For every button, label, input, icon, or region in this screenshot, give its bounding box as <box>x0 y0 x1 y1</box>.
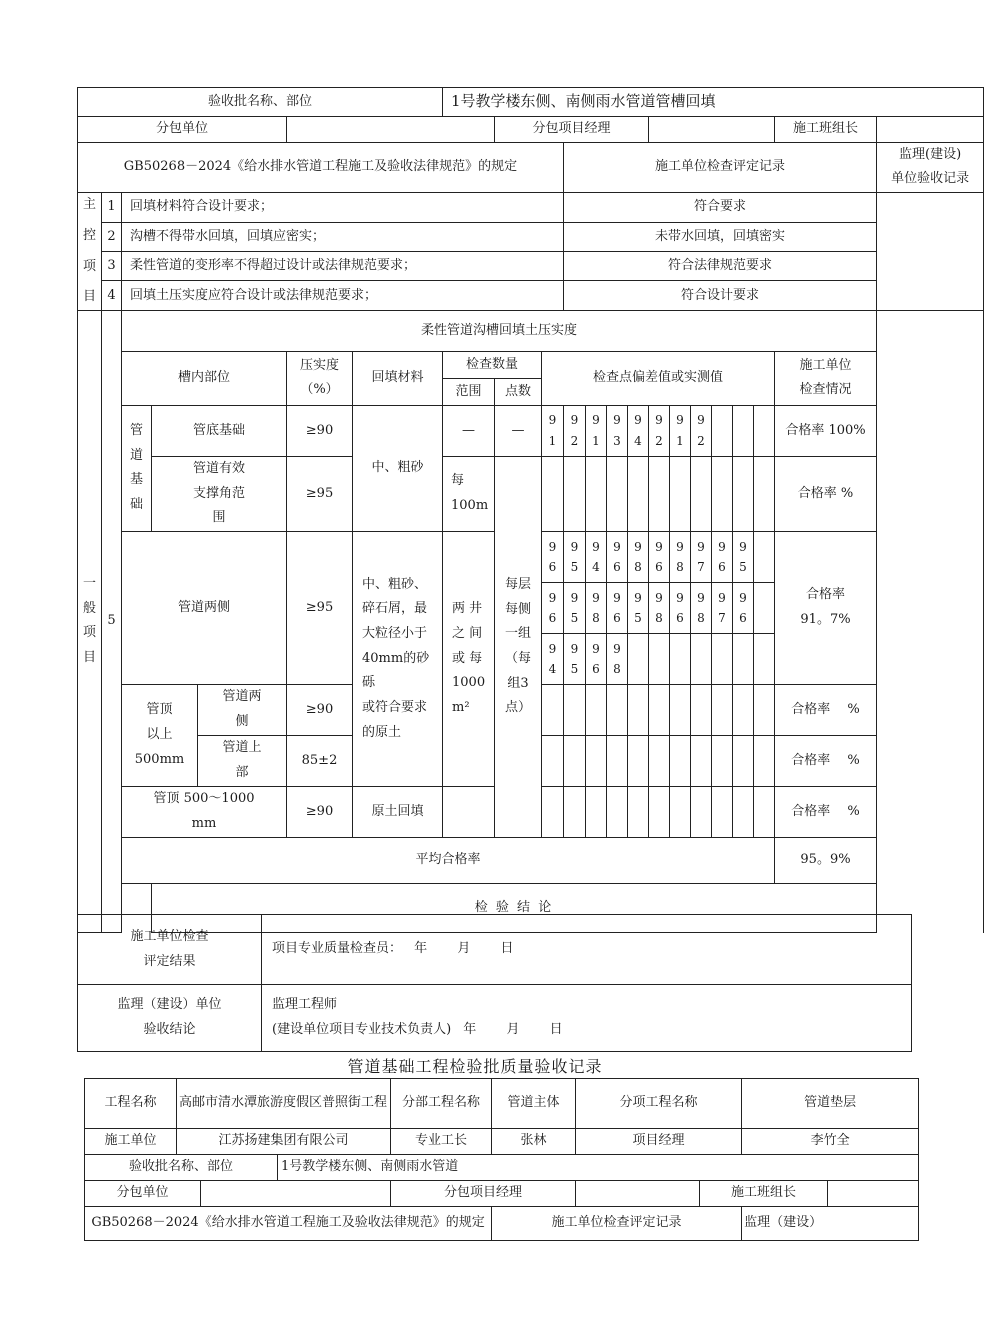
measured-empty <box>754 684 775 735</box>
measured-value: 9 6 <box>586 633 607 684</box>
measured-value: 9 6 <box>733 582 754 633</box>
measured-value: 9 3 <box>607 405 628 456</box>
measured-value: 9 4 <box>542 633 564 684</box>
measured-value: 9 7 <box>691 531 712 582</box>
main-item-no: 1 <box>102 193 122 222</box>
support-range: 每 100m <box>443 456 495 531</box>
main-item-no: 2 <box>102 222 122 251</box>
sub-unit-value <box>287 116 495 142</box>
measured-empty <box>691 684 712 735</box>
batch-label: 验收批名称、部位 <box>85 1155 278 1181</box>
spec-label: GB50268－2024《给水排水管道工程施工及验收法律规范》的规定 <box>85 1207 492 1241</box>
measured-empty <box>754 405 775 456</box>
bottom-base-range: — <box>443 405 495 456</box>
measured-empty <box>712 735 733 786</box>
spec-label: GB50268－2024《给水排水管道工程施工及验收法律规范》的规定 <box>78 142 564 192</box>
header-range: 范围 <box>443 378 495 405</box>
main-item-text: 柔性管道的变形率不得超过设计或法律规范要求； <box>122 252 564 281</box>
sides-material: 中、粗砂、 碎石屑，最 大粒径小于 40mm的砂砾 或符合要求 的原土 <box>353 531 443 786</box>
bottom-base-points: — <box>495 405 542 456</box>
bottom-base-name: 管底基础 <box>152 405 287 456</box>
sub-unit-label: 分包单位 <box>85 1181 201 1207</box>
batch-label: 验收批名称、部位 <box>78 88 443 117</box>
measured-empty <box>649 633 670 684</box>
sub-unit-label: 分包单位 <box>78 116 287 142</box>
measured-empty <box>733 786 754 837</box>
pm-label: 项目经理 <box>576 1129 742 1155</box>
compaction-title: 柔性管道沟槽回填土压实度 <box>122 310 877 351</box>
contractor-label: 施工单位 <box>85 1129 177 1155</box>
conclusion-label: 检 验 结 论 <box>152 883 877 932</box>
header-material: 回填材料 <box>353 351 443 405</box>
main-item-result: 符合要求 <box>564 193 877 222</box>
measured-empty <box>564 456 586 531</box>
main-item-result: 符合法律规范要求 <box>564 252 877 281</box>
measured-value: 9 5 <box>564 582 586 633</box>
measured-value: 9 8 <box>649 582 670 633</box>
supervisor-main-record <box>877 193 984 311</box>
sub-pm-value <box>649 116 775 142</box>
measured-value: 9 6 <box>542 531 564 582</box>
supervisor-label: 监理（建设） <box>742 1207 919 1241</box>
sub-pm-value <box>576 1181 700 1207</box>
measured-empty <box>586 735 607 786</box>
measured-empty <box>670 633 691 684</box>
header-compaction: 压实度 （%） <box>287 351 353 405</box>
top1000-status: 合格率 % <box>775 786 877 837</box>
measured-empty <box>712 684 733 735</box>
subitem-value: 管道垫层 <box>742 1079 919 1129</box>
support-status: 合格率 % <box>775 456 877 531</box>
measured-empty <box>670 684 691 735</box>
top1000-name: 管顶 500～1000 mm <box>122 786 287 837</box>
measured-empty <box>733 633 754 684</box>
measured-empty <box>712 786 733 837</box>
foreman-value: 张林 <box>492 1129 576 1155</box>
top500-sides-name: 管道两 侧 <box>198 684 287 735</box>
measured-value: 9 5 <box>628 582 649 633</box>
measured-empty <box>670 456 691 531</box>
measured-value: 9 2 <box>564 405 586 456</box>
measured-empty <box>670 786 691 837</box>
measured-empty <box>607 786 628 837</box>
measured-empty <box>649 684 670 735</box>
pipe-base-inspection-table <box>84 1078 919 1241</box>
supervisor-conclusion-label: 监理（建设）单位 验收结论 <box>78 985 262 1052</box>
main-item-text: 回填材料符合设计要求； <box>122 193 564 222</box>
check-record-label: 施工单位检查评定记录 <box>564 142 877 192</box>
measured-value: 9 8 <box>670 531 691 582</box>
division-label: 分部工程名称 <box>391 1079 492 1129</box>
measured-value: 9 5 <box>564 531 586 582</box>
measured-empty <box>628 735 649 786</box>
sides-status: 合格率 91。7% <box>775 531 877 684</box>
measured-empty <box>607 684 628 735</box>
sub-pm-label: 分包项目经理 <box>495 116 649 142</box>
measured-empty <box>649 786 670 837</box>
top1000-compaction: ≥90 <box>287 786 353 837</box>
measured-empty <box>586 684 607 735</box>
top500-top-compaction: 85±2 <box>287 735 353 786</box>
main-item-text: 沟槽不得带水回填，回填应密实； <box>122 222 564 251</box>
measured-empty <box>691 456 712 531</box>
measured-empty <box>754 456 775 531</box>
sub-pm-label: 分包项目经理 <box>391 1181 576 1207</box>
sides-compaction: ≥95 <box>287 531 353 684</box>
measured-empty <box>649 456 670 531</box>
measured-value: 9 4 <box>586 531 607 582</box>
general-items-label: 一 般 项 目 <box>78 310 102 932</box>
measured-empty <box>542 456 564 531</box>
sides-name: 管道两侧 <box>122 531 287 684</box>
measured-value: 9 6 <box>649 531 670 582</box>
measured-value: 9 7 <box>712 582 733 633</box>
contractor-result-label: 施工单位检查 评定结果 <box>78 915 262 985</box>
measured-empty <box>607 735 628 786</box>
top500-label: 管顶 以上 500mm <box>122 684 198 786</box>
pipe-base-label: 管 道 基 础 <box>122 405 152 531</box>
main-items-label: 主 控 项 目 <box>78 193 102 311</box>
measured-empty <box>542 786 564 837</box>
avg-label: 平均合格率 <box>122 837 775 883</box>
batch-value: 1号教学楼东侧、南侧雨水管道管槽回填 <box>443 88 984 117</box>
team-leader-label: 施工班组长 <box>775 116 877 142</box>
measured-empty <box>691 786 712 837</box>
measured-value: 9 5 <box>564 633 586 684</box>
project-label: 工程名称 <box>85 1079 177 1129</box>
measured-empty <box>628 786 649 837</box>
base-material: 中、粗砂 <box>353 405 443 531</box>
measured-empty <box>733 456 754 531</box>
header-measured: 检查点偏差值或实测值 <box>542 351 775 405</box>
measured-value: 9 2 <box>691 405 712 456</box>
top500-top-status: 合格率 % <box>775 735 877 786</box>
measured-empty <box>733 684 754 735</box>
measured-empty <box>712 456 733 531</box>
contractor-result: 项目专业质量检查员： 年 月 日 <box>262 915 912 985</box>
measured-empty <box>691 735 712 786</box>
header-qty: 检查数量 <box>443 351 542 378</box>
top500-sides-status: 合格率 % <box>775 684 877 735</box>
top500-sides-compaction: ≥90 <box>287 684 353 735</box>
batch-value: 1号教学楼东侧、南侧雨水管道 <box>278 1155 919 1181</box>
main-item-no: 4 <box>102 281 122 310</box>
measured-value: 9 4 <box>628 405 649 456</box>
measured-value: 9 8 <box>586 582 607 633</box>
sub-unit-value <box>201 1181 391 1207</box>
measured-empty <box>564 684 586 735</box>
bottom-base-status: 合格率 100% <box>775 405 877 456</box>
measured-empty <box>649 735 670 786</box>
header-points: 点数 <box>495 378 542 405</box>
measured-empty <box>754 582 775 633</box>
measured-value: 9 6 <box>607 582 628 633</box>
signature-table <box>77 914 912 1052</box>
trench-backfill-inspection-table <box>77 87 984 933</box>
check-record-label: 施工单位检查评定记录 <box>492 1207 742 1241</box>
measured-value: 9 1 <box>670 405 691 456</box>
measured-empty <box>670 735 691 786</box>
team-leader-value <box>828 1181 919 1207</box>
measured-value: 9 2 <box>649 405 670 456</box>
foreman-label: 专业工长 <box>391 1129 492 1155</box>
measured-empty <box>712 405 733 456</box>
project-value: 高邮市清水潭旅游度假区普照街工程 <box>177 1079 391 1129</box>
measured-empty <box>754 633 775 684</box>
main-item-no: 3 <box>102 252 122 281</box>
sides-points: 每层 每侧 一组 （每 组3 点） <box>495 456 542 837</box>
avg-value: 95。9% <box>775 837 877 883</box>
top1000-material: 原土回填 <box>353 786 443 837</box>
team-leader-value <box>877 116 984 142</box>
measured-value: 9 1 <box>586 405 607 456</box>
sheet2-title: 管道基础工程检验批质量验收记录 <box>347 1057 603 1076</box>
measured-empty <box>628 456 649 531</box>
header-part: 槽内部位 <box>122 351 287 405</box>
contractor-value: 江苏扬建集团有限公司 <box>177 1129 391 1155</box>
measured-value: 9 8 <box>607 633 628 684</box>
pm-value: 李竹全 <box>742 1129 919 1155</box>
measured-empty <box>628 633 649 684</box>
measured-value: 9 8 <box>691 582 712 633</box>
subitem-label: 分项工程名称 <box>576 1079 742 1129</box>
supervisor-record-label: 监理(建设) 单位验收记录 <box>877 142 984 192</box>
measured-value: 9 6 <box>670 582 691 633</box>
supervisor-conclusion: 监理工程师 (建设单位项目专业技术负责人) 年 月 日 <box>262 985 912 1052</box>
measured-empty <box>691 633 712 684</box>
general-item-no: 5 <box>102 310 122 932</box>
top500-top-name: 管道上 部 <box>198 735 287 786</box>
main-item-result: 未带水回填，回填密实 <box>564 222 877 251</box>
measured-value: 9 6 <box>712 531 733 582</box>
measured-empty <box>628 684 649 735</box>
measured-value: 9 6 <box>607 531 628 582</box>
measured-empty <box>564 735 586 786</box>
measured-empty <box>754 735 775 786</box>
measured-empty <box>754 531 775 582</box>
measured-empty <box>733 735 754 786</box>
measured-value: 9 5 <box>733 531 754 582</box>
measured-empty <box>607 456 628 531</box>
measured-empty <box>712 633 733 684</box>
division-value: 管道主体 <box>492 1079 576 1129</box>
measured-value: 9 6 <box>542 582 564 633</box>
measured-value: 9 1 <box>542 405 564 456</box>
supervisor-general-record <box>877 310 984 932</box>
sides-range: 两 井 之 间 或 每 1000 m² <box>443 531 495 786</box>
measured-empty <box>542 684 564 735</box>
measured-empty <box>733 405 754 456</box>
measured-empty <box>754 786 775 837</box>
measured-empty <box>586 456 607 531</box>
top1000-range <box>443 786 495 837</box>
measured-empty <box>564 786 586 837</box>
main-item-result: 符合设计要求 <box>564 281 877 310</box>
support-compaction: ≥95 <box>287 456 353 531</box>
measured-empty <box>542 735 564 786</box>
support-name: 管道有效 支撑角范 围 <box>152 456 287 531</box>
header-status: 施工单位 检查情况 <box>775 351 877 405</box>
team-leader-label: 施工班组长 <box>700 1181 828 1207</box>
main-item-text: 回填土压实度应符合设计或法律规范要求； <box>122 281 564 310</box>
bottom-base-compaction: ≥90 <box>287 405 353 456</box>
measured-value: 9 8 <box>628 531 649 582</box>
measured-empty <box>586 786 607 837</box>
